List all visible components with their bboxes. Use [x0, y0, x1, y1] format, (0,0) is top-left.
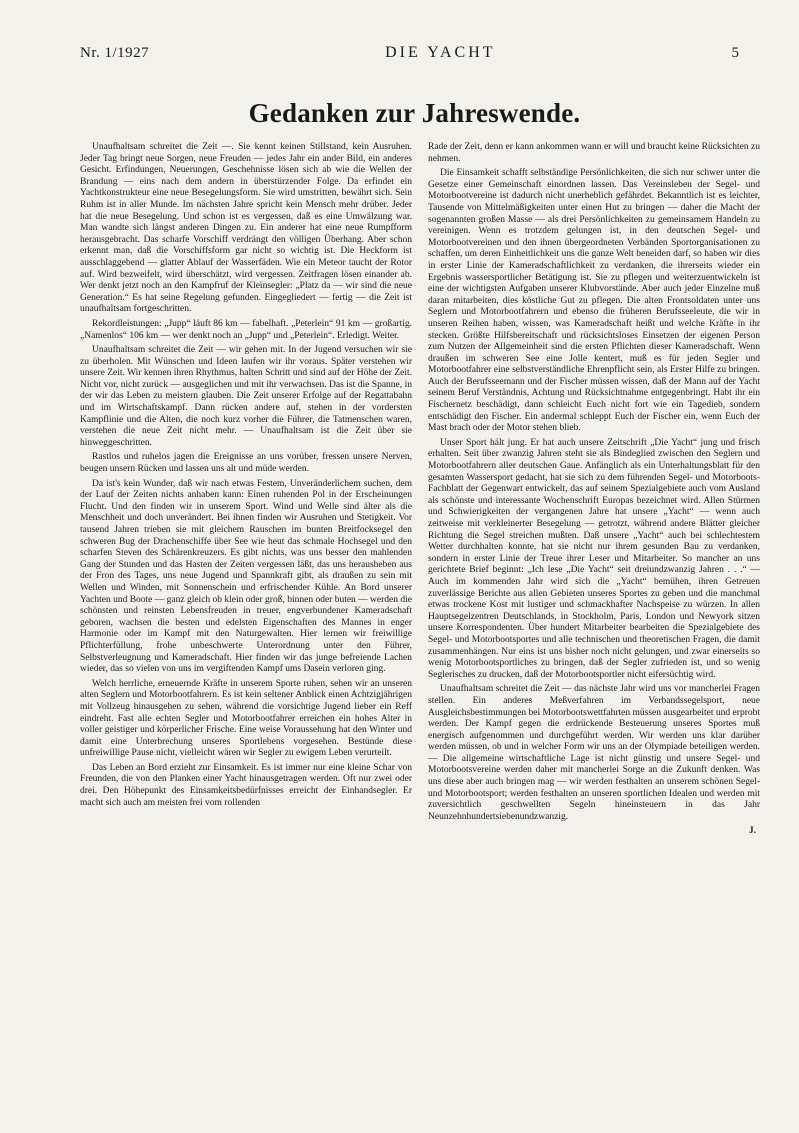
paragraph: Rekordleistungen: „Jupp“ läuft 86 km — fabelhaft. „Peterlein“ 91 km — großartig. „Namenlos“ 106 km — wer denkt noch an „Jupp“ und „Peterlein“. Erledigt. Weiter. — [80, 318, 412, 341]
paragraph: Welch herrliche, erneuernde Kräfte in unserem Sporte ruhen, sehen wir an unseren alten Seglern und Motorbootfahrern. Es ist kein seltener Anblick einen Achtzigjährigen mit Vollzeug hinausgehen zu sehen, während die vorsichtige Jugend lieber ein Reff eindreht. Fast alle echten Segler und Motorbootfahrer erreichen ein hohes Alter in voller geistiger und körperlicher Frische. Eine weise Voraussehung hat den Winter und damit eine Unterbrechung unseres Sportlebens vorgesehen. Bestünde diese unfreiwillige Pause nicht, vielleicht wären wir Segler zu ewigem Leben verurteilt. — [80, 678, 412, 759]
paragraph: Rastlos und ruhelos jagen die Ereignisse an uns vorüber, fressen unsere Nerven, beugen unsern Rücken und lassen uns alt und müde werden. — [80, 452, 412, 475]
page-number: 5 — [731, 45, 739, 61]
paragraph: Unaufhaltsam schreitet die Zeit — wir gehen mit. In der Jugend versuchen wir sie zu überholen. Mit Wünschen und Ideen laufen wir ihr voraus. Später verstehen wir unsere Zeit. Wir kennen ihren Rhythmus, halten Schritt und sind auf der Höhe der Zeit. Nicht vor, nicht zurück — ausgeglichen und mit ihr verwachsen. Das ist die Spanne, in der wir das Leben zu meistern glauben. Die Zeit unserer Erfolge auf der Regattabahn und im Wirtschaftskampf. Dann rücken andere auf, stehen in der vordersten Kampflinie und die Alten, die noch kurz vorher die Führer, die Tatmenschen waren, verstehen die neue Zeit nicht mehr. — Unaufhaltsam ist die Zeit über sie hinweggeschritten. — [80, 345, 412, 448]
paragraph: Unaufhaltsam schreitet die Zeit — das nächste Jahr wird uns vor mancherlei Fragen stellen. Ein anderes Meßverfahren im Verbandssegelsport, neue Ausgleichsbestimmungen bei Motorbootswettfahrten müssen ausgearbeitet und erprobt werden. Der Kampf gegen die erdrückende Besteuerung unseres Sportes muß energisch aufgenommen und durchgeführt werden. Wir werden uns klar darüber werden müssen, ob und in welcher Form wir uns an der Olympiade beteiligen werden. — Die allgemeine wirtschaftliche Lage ist nicht günstig und unsere Segel- und Motorbootsvereine werden daher mit mancherlei Sorge an die Zukunft denken. Was uns diese aber auch bringen mag — wir werden festhalten an unserem schönen Segel- und Motorbootsport; werden festhalten an unseren sportlichen Idealen und werden mit zuversichtlich geschwellten Segeln hineinsteuern in das Jahr Neunzehnhundertsiebenundzwanzig. — [428, 684, 760, 822]
issue-number: Nr. 1/1927 — [80, 45, 150, 61]
magazine-title: DIE YACHT — [385, 44, 496, 61]
article-title: Gedanken zur Jahreswende. — [248, 98, 581, 128]
author-signature: J. — [748, 826, 756, 837]
paragraph: Das Leben an Bord erzieht zur Einsamkeit. Es ist immer nur eine kleine Schar von Freunden, die von den Planken einer Yacht hinausgetragen werden. Oft nur zwei oder drei. Den Höhepunkt des Einsamkeitsbedürfnisses erreicht der Einhandsegler. Er macht sich auch am meisten frei vom rollenden — [80, 762, 412, 808]
paragraph: Die Einsamkeit schafft selbständige Persönlichkeiten, die sich nur schwer unter die Gesetze einer Gemeinschaft einordnen lassen. Das Vereinsleben der Segel- und Motorbootvereine ist dadurch nicht unerheblich gefährdet. Bekanntlich ist es leichter, Tausende von Mittelmäßigkeiten unter einen Hut zu bringen — daher die Macht der sogenannten großen Masse — als drei Persönlichkeiten zu gemeinsamem Handeln zu vereinigen. Wenn es trotzdem gelungen ist, in den deutschen Segel- und Motorbootvereinen und den ihnen übergeordneten Verbänden Sportorganisationen zu schaffen, um deren Einheitlichkeit uns die ganze Welt beneiden darf, so haben wir dies in erster Linie der Kameradschaftlichkeit zu verdanken, die ihrerseits wieder ein Ergebnis wassersportlicher Betätigung ist. Sie zu pflegen und weiterzuentwickeln ist eine der wichtigsten Aufgaben unserer Klubvorstände. Aber auch jeder Einzelne muß daran mitarbeiten, dies köstliche Gut zu pflegen. Die alten Frontsoldaten unter uns Seglern und Motorbootfahrern und ebenso die früheren Berufsseeleute, die wir in unseren Reihen haben, wissen, was Kameradschaft heißt und welche Kräfte in ihr stecken. Größte Hilfsbereitschaft und rücksichtsloses Einsetzen der eigenen Person zum Nutzen der Allgemeinheit sind die ersten Pflichten dieser Kameradschaft. Wenn draußen im schweren See eine Jolle kentert, muß es für jeden Segler und Motorbootfahrer eine selbstverständliche Ehrenpflicht sein, als Erster Hilfe zu bringen. Auch der Berufsseemann und der Fischer müssen wissen, daß der Mann auf der Yacht seinem Beruf Verständnis, Achtung und Rücksichtnahme entgegenbringt. Habt ihr ein Fischernetz beschädigt, dann schleicht Euch nicht fort wie ein Tagedieb, sondern entschädigt den Fischer. Ein andermal schleppt Euch der Fischer ein, wenn Euch der Mast brach oder der Motor stehen blieb. — [428, 168, 760, 434]
right-column — [428, 142, 760, 1092]
page-header — [80, 44, 739, 62]
paragraph: Rade der Zeit, denn er kann ankommen wann er will und braucht keine Rücksichten zu nehmen. — [428, 142, 760, 164]
paragraph: Unaufhaltsam schreitet die Zeit —. Sie kennt keinen Stillstand, kein Ausruhen. Jeder Tag bringt neue Sorgen, neue Freuden — jedes Jahr ein ander Bild, ein anderes Gesicht. Erfindungen, Neuerungen, Geschehnisse lösen sich ab wie die Wellen der Brandung — eins nach dem andern in überstürzender Folge. Da erfindet ein Yachtkonstrukteur eine neue Besegelungsform. Sie wird umstritten, bewährt sich. Sein Ruhm ist in aller Munde. Im nächsten Jahre spricht kein Mensch mehr drüber. Jeder hat die neue Besegelung. Und schon ist es vergessen, daß es eine Umwälzung war. Man wandte sich längst anderen Dingen zu. Ein anderer hat eine neue Rumpfform herausgebracht. Das scharfe Vorschiff verdrängt den völligen Überhang. Aber schon erkennt man, daß die Vorschiffsform gar nicht so wichtig ist. Die Heckform ist ausschlaggebend — glatter Ablauf der Wasserfäden. Wie ein Meteor taucht der Rotor auf. Wird bezweifelt, wird überschätzt, wird vergessen. Zeitfragen lösen einander ab. Wer denkt jetzt noch an den Kampfruf der Kleinsegler: „Platz da — wir sind die neue Generation.“ Es hat seine Regelung gefunden. Eingegliedert — fertig — die Zeit ist unaufhaltsam fortgeschritten. — [80, 142, 412, 315]
paragraph: Unser Sport hält jung. Er hat auch unsere Zeitschrift „Die Yacht“ jung und frisch erhalten. Seit über zwanzig Jahren steht sie als Bindeglied zwischen den Seglern und Motorbootfahrern aller deutschen Gaue. Anfänglich als ein Unterhaltungsblatt für den gesamten Wassersport gedacht, hat sie sich zu dem führenden Segel- und Motorboots-Fachblatt der Gegenwart entwickelt, das auf seinem Spezialgebiete auch vom Ausland als schönste und interessante Wochenschrift Europas bezeichnet wird. Allen Stürmen und Schwierigkeiten der vergangenen Jahre hat unsere „Yacht“ — wenn auch zeitweise mit verkleinerter Besegelung — getrotzt, während andere Blätter gleicher Richtung die Segel streichen mußten. Daß unsere „Yacht“ auch bei schlechtestem Wetter durchhalten konnte, hat sie nicht nur ihrem gesunden Bau zu verdanken, sondern in erster Linie der Treue ihrer Leser und Mitarbeiter. So mancher an uns gerichtete Brief beginnt: „Ich lese „Die Yacht“ seit dreiundzwanzig Jahren . . .“ — Auch im kommenden Jahr wird sich die „Yacht“ bemühen, ihren Getreuen zuverlässige Berichte aus allen Gebieten unseres Sportes zu geben und die manchmal etwas trockene Kost mit lustiger und schmackhafter Nachspeise zu würzen. In allen Hauptsegelzentren Deutschlands, in Stockholm, Paris, London und Newyork sitzen unsere Korrespondenten. Über hundert Mitarbeiter bearbeiten die Spezialgebiete des Segel- und Motorbootsportes und alle technischen und theoretischen Fragen, die damit zusammenhängen. Nur eins ist uns bisher noch nicht gelungen, und zwar einerseits so wenig Motorbootsportliches zu bringen, daß der Segler zufrieden ist, und so wenig Seglerisches zu drucken, daß der Motorbootsportler nicht eifersüchtig wird. — [428, 437, 760, 680]
left-column — [80, 142, 412, 1092]
article-body — [80, 142, 760, 1092]
paragraph: Da ist's kein Wunder, daß wir nach etwas Festem, Unveränderlichem suchen, dem der Lauf der Zeiten nichts anhaben kann: Einen ruhenden Pol in der Erscheinungen Flucht. Und den finden wir in unserem Sport. Wind und Welle sind älter als die Menschheit und doch unverändert. Bei ihnen finden wir Ausruhen und Stetigkeit. Vor tausend Jahren trieben sie mit gleichem Rauschen im bunten Breitfocksegel den schweren Bug der Drachenschiffe über See wie heut das schmale Hochsegel und den scharfen Steven des Schärenkreuzers. Es gibt nichts, was uns besser den mahlenden Gang der Stunden und das Hasten der Zeiten vergessen läßt, das uns herausheben aus der Fron des Tages, uns neue Jugend und Spannkraft gibt, als draußen zu sein mit Wellen und Winden, mit Sonnenschein und erfrischender Kühle. An Bord unserer Yachten und Boote — ganz gleich ob klein oder groß, binnen oder buten — werden die schönsten und reinsten Lebensfreuden in treuer, engverbundener Kameradschaft geboren, wachsen die besten und edelsten Eigenschaften des Mannes in enger Harmonie oder im Kampf mit den Naturgewalten. Hier lernen wir freiwillige Pflichterfüllung, frohe unbeschwerte Unterordnung unter den Führer, Selbstverleugnung und Kameradschaft. Hier finden wir das junge befreiende Lachen wieder, das so vielen von uns im vergiftenden Kampf ums Dasein verloren ging. — [80, 478, 412, 675]
